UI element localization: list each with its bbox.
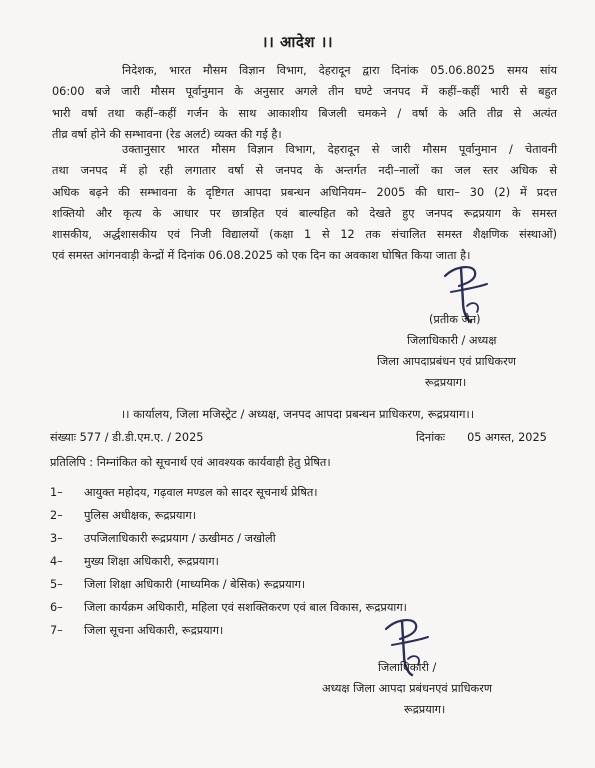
item-text: पुलिस अधीक्षक, रूद्रप्रयाग। — [84, 509, 197, 522]
paragraph-line: शासकीय, अर्द्धशासकीय एवं निजी विद्यालयों (कक्षा 1 से 12 तक संचालित समस्त शैक्षणिक संस्थाओं) — [52, 228, 557, 242]
item-number: 1– — [50, 486, 63, 499]
order-paragraph-2 — [52, 139, 557, 267]
item-text: जिला शिक्षा अधिकारी (माध्यमिक / बेसिक) रूद्रप्रयाग। — [84, 578, 306, 591]
signatory-organization: जिला आपदाप्रबंधन एवं प्राधिकरण — [377, 355, 516, 368]
item-number: 7– — [50, 624, 63, 637]
date-value: 05 अगस्त, 2025 — [467, 431, 547, 444]
item-text: मुख्य शिक्षा अधिकारी, रूद्रप्रयाग। — [84, 555, 219, 568]
item-number: 6– — [50, 601, 63, 614]
reference-number: संख्याः 577 / डी.डी.एम.ए. / 2025 — [50, 431, 204, 444]
signatory-name: (प्रतीक जैन) — [429, 313, 481, 326]
list-item — [50, 573, 407, 596]
paragraph-line: एवं समस्त आंगनवाड़ी केन्द्रों में दिनांक 06.08.2025 को एक दिन का अवकाश घोषित किया जाता है। — [52, 249, 471, 263]
list-item — [50, 481, 407, 504]
paragraph-line: निदेशक, भारत मौसम विज्ञान विभाग, देहरादून द्वारा दिनांक 05.06.8025 समय सांय — [122, 64, 557, 77]
order-paragraph-1 — [52, 60, 557, 145]
list-item — [50, 527, 407, 550]
list-item — [50, 504, 407, 527]
item-number: 2– — [50, 509, 63, 522]
office-heading: ।। कार्यालय, जिला मजिस्ट्रेट / अध्यक्ष, जनपद आपदा प्रबन्धन प्राधिकरण, रूद्रप्रयाग।। — [120, 407, 475, 421]
item-text: उपजिलाधिकारी रूद्रप्रयाग / ऊखीमठ / जखोली — [84, 532, 276, 545]
recipient-list — [50, 481, 407, 642]
signatory-place: रूद्रप्रयाग। — [404, 703, 446, 716]
copy-to-heading: प्रतिलिपि : निम्नांकित को सूचनार्थ एवं आवश्यक कार्यवाही हेतु प्रेषित। — [50, 456, 331, 469]
item-number: 5– — [50, 578, 63, 591]
item-text: जिला सूचना अधिकारी, रूद्रप्रयाग। — [84, 624, 224, 637]
signatory-designation: जिलाधिकारी / अध्यक्ष — [407, 334, 497, 347]
item-text: आयुक्त महोदय, गढ़वाल मण्डल को सादर सूचनार्थ प्रेषित। — [84, 486, 318, 499]
list-item — [50, 619, 407, 642]
paragraph-line: उक्तानुसार भारत मौसम विज्ञान विभाग, देहरादून से जारी मौसम पूर्वानुमान / चेतावनी — [122, 143, 557, 156]
list-item — [50, 596, 407, 619]
signatory-block-2 — [322, 657, 562, 720]
paragraph-line: तीव्र वर्षा होने की सम्भावना (रेड अलर्ट) व्यक्त की गई है। — [52, 127, 282, 141]
item-number: 4– — [50, 555, 63, 568]
paragraph-line: 06:00 बजे जारी मौसम पूर्वानुमान के अनुसार अगले तीन घण्टे जनपद में कहीं–कहीं भारी से बहुत — [52, 85, 557, 99]
signatory-place: रूद्रप्रयाग। — [425, 376, 467, 389]
signatory-block-1 — [377, 309, 567, 393]
paragraph-line: अधिक बढ़ने की सम्भावना के दृष्टिगत आपदा प्रबन्धन अधिनियम– 2005 की धारा– 30 (2) में प्रदत्त — [52, 185, 557, 199]
item-number: 3– — [50, 532, 63, 545]
reference-date — [416, 430, 547, 445]
item-text: जिला कार्यक्रम अधिकारी, महिला एवं सशक्तिकरण एवं बाल विकास, रूद्रप्रयाग। — [84, 601, 407, 614]
paragraph-line: भारी वर्षा तथा कहीं–कहीं गर्जन के साथ आकाशीय बिजली चमकने / वर्षा के अति तीव्र से अत्यंत — [52, 106, 557, 120]
signatory-designation: जिलाधिकारी / — [378, 661, 437, 674]
date-label: दिनांकः — [416, 431, 446, 444]
order-title: ।। आदेश ।। — [261, 33, 334, 51]
signatory-organization: अध्यक्ष जिला आपदा प्रबंधनएवं प्राधिकरण — [322, 682, 492, 695]
paragraph-line: शक्तियो और कृत्य के आधार पर छात्रहित एवं बाल्यहित को देखते हुए जनपद रूद्रप्रयाग के समस्त — [52, 206, 557, 220]
list-item — [50, 550, 407, 573]
paragraph-line: तथा जनपद में हो रही लगातार वर्षा से जनपद के अन्तर्गत नदी–नालों का जल स्तर अधिक से — [52, 164, 557, 178]
